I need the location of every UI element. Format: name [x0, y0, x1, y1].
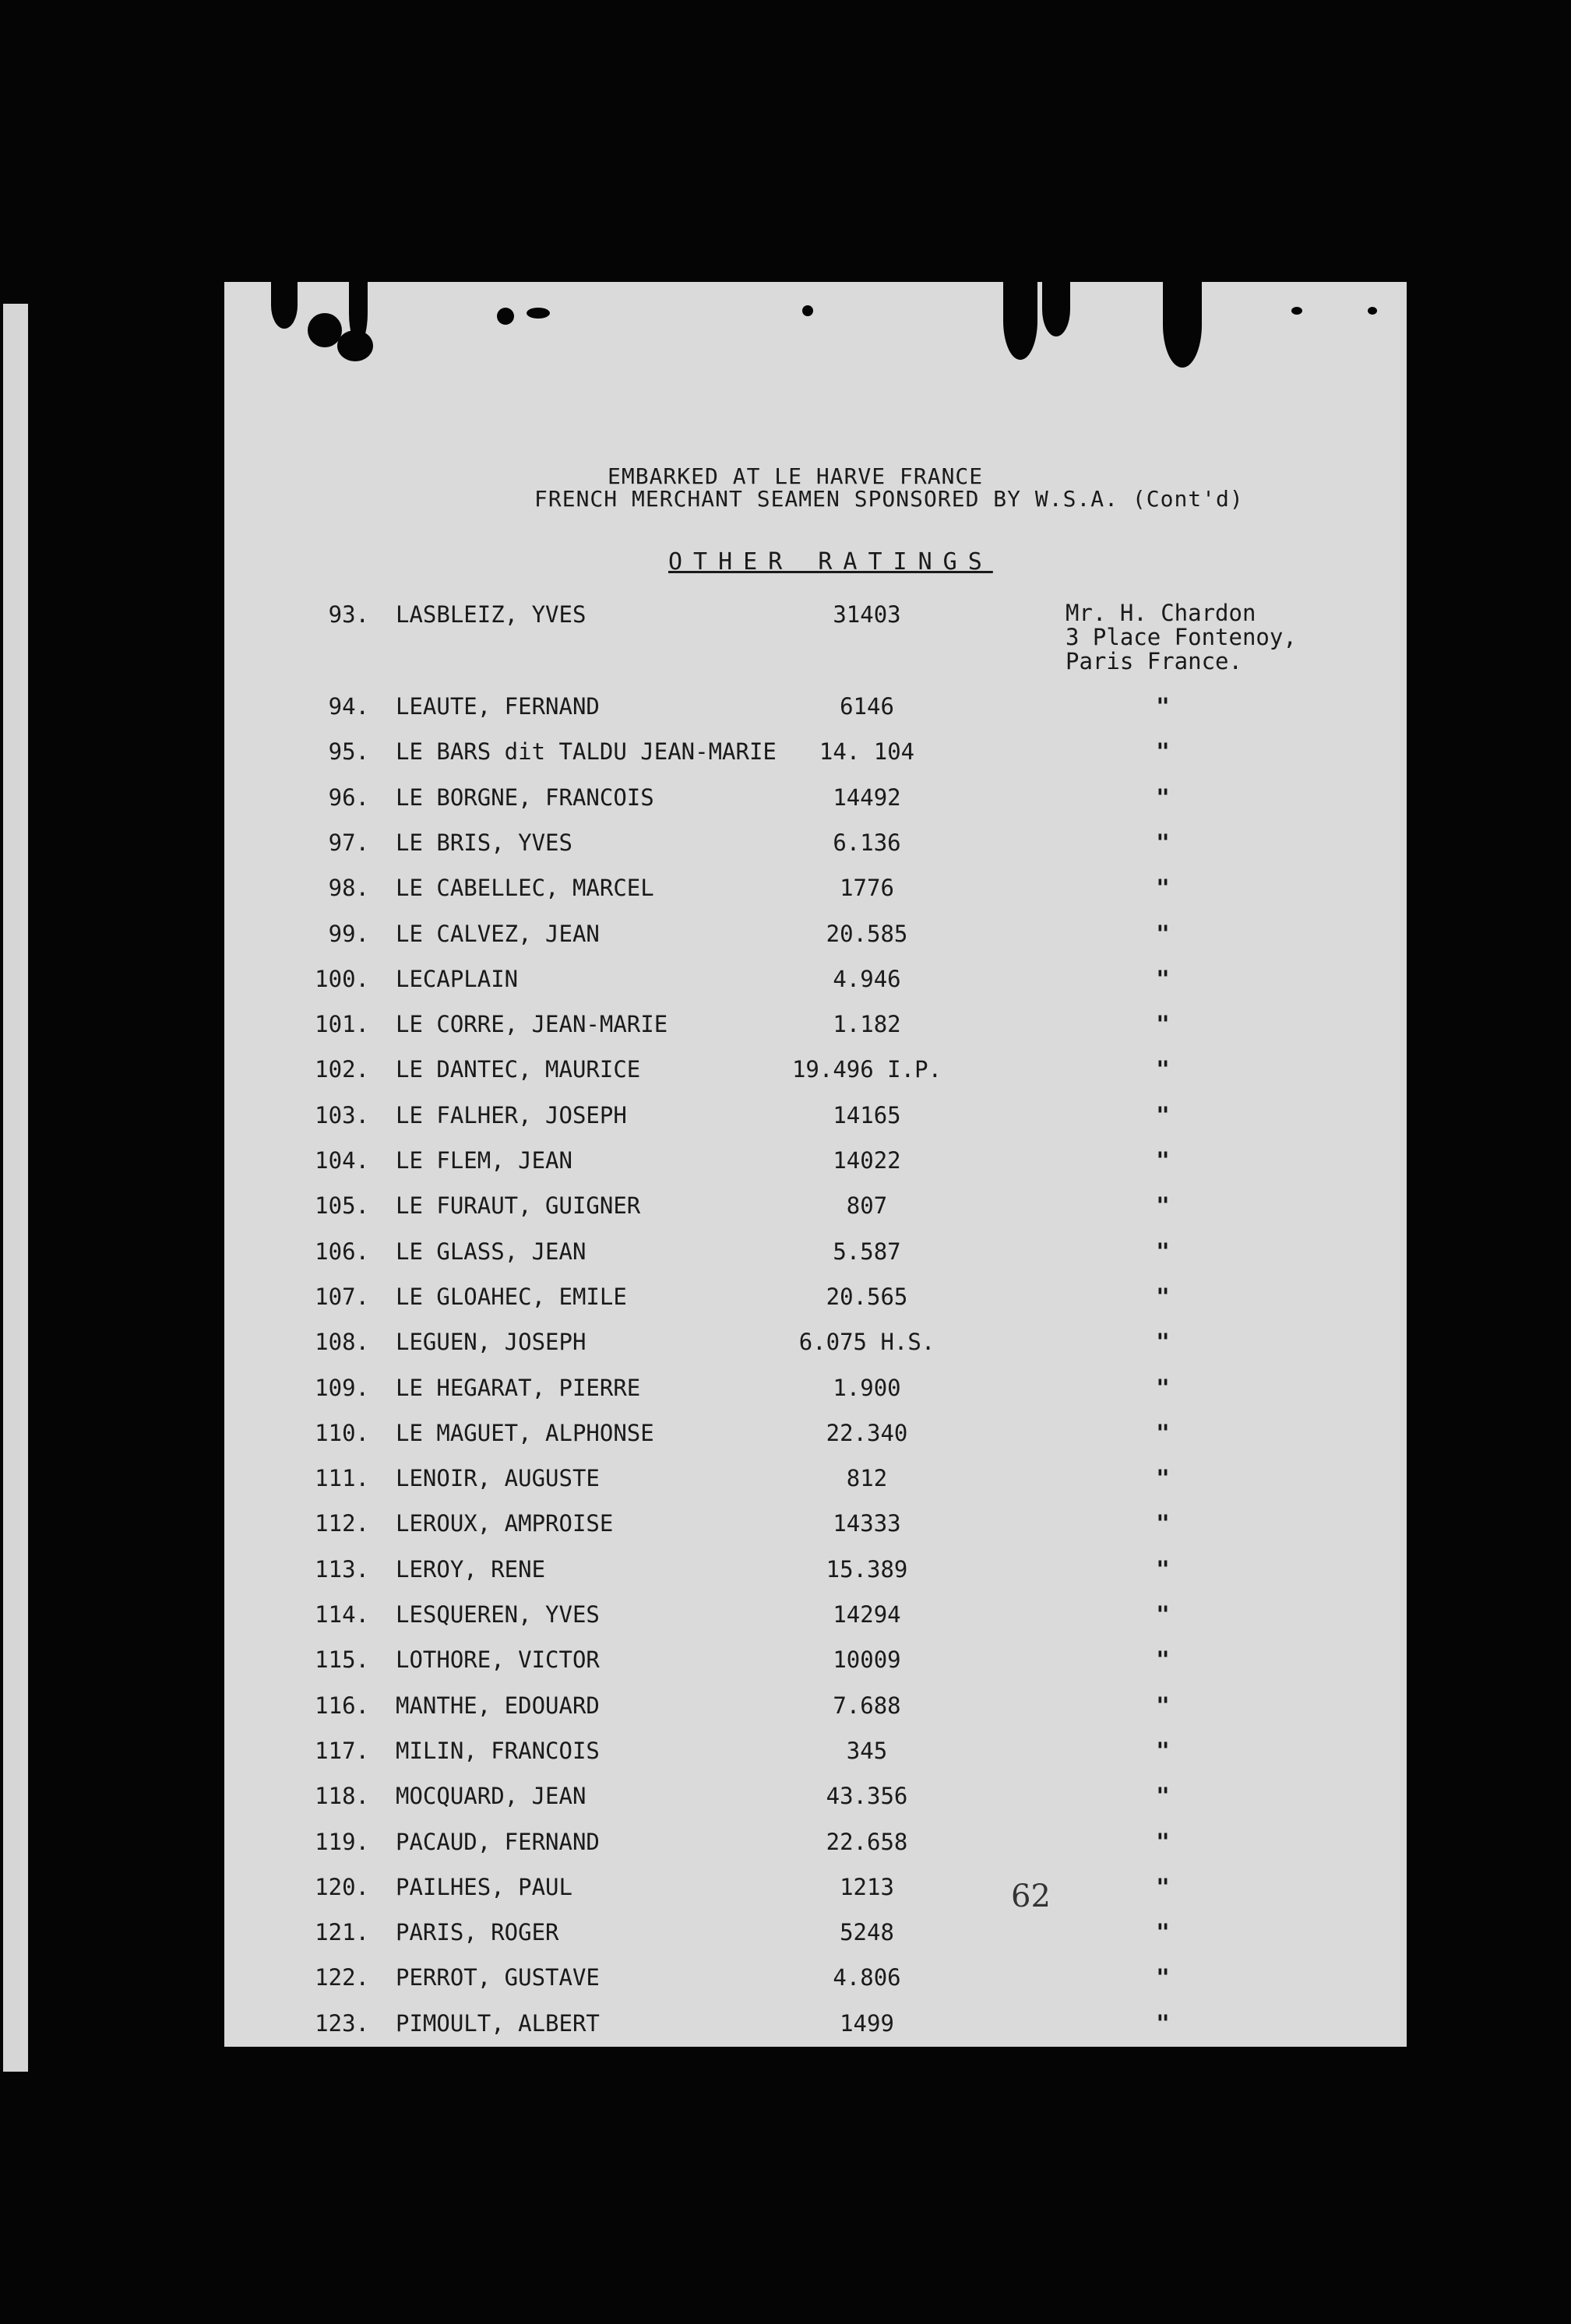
entry-number: 106. [315, 1238, 369, 1265]
entry-number: 115. [315, 1646, 369, 1673]
list-item [224, 1329, 1407, 1360]
registration-number: 14294 [833, 1601, 901, 1628]
list-item [224, 966, 1407, 997]
registration-number: 4.806 [833, 1964, 901, 1991]
list-item [224, 1964, 1407, 1995]
entry-number: 113. [315, 1556, 369, 1583]
entry-number: 93. [328, 601, 369, 628]
ditto-mark: " [1156, 1964, 1170, 1991]
registration-number: 14. 104 [819, 738, 915, 765]
ditto-mark: " [1156, 1102, 1170, 1129]
ditto-mark: " [1156, 738, 1170, 765]
list-item [224, 1829, 1407, 1860]
registration-number: 1213 [840, 1874, 894, 1900]
section-heading: OTHER RATINGS [668, 548, 993, 576]
entry-number: 96. [328, 784, 369, 811]
seaman-name: LE FLEM, JEAN [396, 1147, 572, 1174]
entry-number: 122. [315, 1964, 369, 1991]
punch-hole-7 [802, 305, 813, 316]
list-item [224, 1420, 1407, 1451]
document-page [224, 282, 1407, 2047]
seaman-name: LE MAGUET, ALPHONSE [396, 1420, 654, 1446]
list-item [224, 1283, 1407, 1315]
punch-hole-2 [527, 308, 550, 319]
seaman-name: LENOIR, AUGUSTE [396, 1465, 600, 1491]
ditto-mark: " [1156, 1011, 1170, 1037]
entry-number: 119. [315, 1829, 369, 1855]
entry-number: 110. [315, 1420, 369, 1446]
registration-number: 1499 [840, 2010, 894, 2037]
entry-number: 103. [315, 1102, 369, 1129]
entry-number: 116. [315, 1692, 369, 1719]
list-item [224, 784, 1407, 815]
entry-number: 97. [328, 829, 369, 856]
ditto-mark: " [1156, 1874, 1170, 1900]
list-item [224, 1783, 1407, 1814]
ditto-mark: " [1156, 1056, 1170, 1083]
list-item [224, 1011, 1407, 1042]
punch-hole-1 [497, 308, 514, 325]
list-item [224, 1556, 1407, 1587]
list-item [224, 1919, 1407, 1950]
registration-number: 807 [846, 1192, 888, 1219]
punch-hole-6 [337, 330, 373, 361]
ditto-mark: " [1156, 875, 1170, 901]
seaman-name: LE BARS dit TALDU JEAN-MARIE [396, 738, 777, 765]
list-item [224, 1192, 1407, 1224]
seaman-name: LASBLEIZ, YVES [396, 601, 586, 628]
entry-number: 98. [328, 875, 369, 901]
registration-number: 6.075 H.S. [798, 1329, 935, 1355]
list-item [224, 1646, 1407, 1678]
registration-number: 345 [846, 1738, 888, 1764]
address-line-3: Paris France. [1066, 648, 1242, 674]
ditto-mark: " [1156, 1692, 1170, 1719]
list-item [224, 1465, 1407, 1496]
address-line-2: 3 Place Fontenoy, [1066, 624, 1297, 650]
entry-number: 94. [328, 693, 369, 720]
seaman-name: LEGUEN, JOSEPH [396, 1329, 586, 1355]
entry-number: 108. [315, 1329, 369, 1355]
seaman-name: LESQUEREN, YVES [396, 1601, 600, 1628]
ditto-mark: " [1156, 1420, 1170, 1446]
list-item [224, 1102, 1407, 1133]
registration-number: 14022 [833, 1147, 901, 1174]
ditto-mark: " [1156, 1147, 1170, 1174]
seaman-name: LE GLOAHEC, EMILE [396, 1283, 627, 1310]
registration-number: 20.585 [826, 921, 908, 947]
ditto-mark: " [1156, 921, 1170, 947]
seaman-name: LE FALHER, JOSEPH [396, 1102, 627, 1129]
list-item [224, 1874, 1407, 1905]
seaman-name: PAILHES, PAUL [396, 1874, 572, 1900]
list-item [224, 1510, 1407, 1541]
list-item [224, 1738, 1407, 1769]
page-number: 62 [1011, 1879, 1051, 1914]
entry-number: 120. [315, 1874, 369, 1900]
entry-number: 104. [315, 1147, 369, 1174]
registration-number: 10009 [833, 1646, 901, 1673]
seaman-name: MILIN, FRANCOIS [396, 1738, 600, 1764]
film-edge-strip [3, 304, 28, 2072]
seaman-name: LEAUTE, FERNAND [396, 693, 600, 720]
seaman-name: LE CORRE, JEAN-MARIE [396, 1011, 668, 1037]
seaman-name: PARIS, ROGER [396, 1919, 559, 1945]
seaman-name: LE DANTEC, MAURICE [396, 1056, 641, 1083]
list-item [224, 2010, 1407, 2041]
registration-number: 20.565 [826, 1283, 908, 1310]
list-item [224, 1692, 1407, 1724]
punch-hole-9 [1042, 282, 1070, 336]
list-item [224, 1601, 1407, 1632]
list-item [224, 1375, 1407, 1406]
seaman-name: PIMOULT, ALBERT [396, 2010, 600, 2037]
ditto-mark: " [1156, 1646, 1170, 1673]
punch-hole-3 [271, 282, 298, 329]
list-item [224, 601, 1407, 632]
list-item [224, 738, 1407, 769]
ditto-mark: " [1156, 966, 1170, 992]
registration-number: 4.946 [833, 966, 901, 992]
registration-number: 1.182 [833, 1011, 901, 1037]
ditto-mark: " [1156, 1465, 1170, 1491]
registration-number: 19.496 I.P. [791, 1056, 942, 1083]
entry-number: 102. [315, 1056, 369, 1083]
punch-hole-12 [1368, 307, 1377, 315]
entry-number: 118. [315, 1783, 369, 1809]
ditto-mark: " [1156, 1329, 1170, 1355]
registration-number: 1.900 [833, 1375, 901, 1401]
seaman-name: PACAUD, FERNAND [396, 1829, 600, 1855]
entry-number: 99. [328, 921, 369, 947]
seaman-name: LE CALVEZ, JEAN [396, 921, 600, 947]
seaman-name: LE CABELLEC, MARCEL [396, 875, 654, 901]
entry-number: 109. [315, 1375, 369, 1401]
seaman-name: PERROT, GUSTAVE [396, 1964, 600, 1991]
seaman-name: LE BORGNE, FRANCOIS [396, 784, 654, 811]
list-item [224, 921, 1407, 952]
ditto-mark: " [1156, 1783, 1170, 1809]
ditto-mark: " [1156, 1238, 1170, 1265]
ditto-mark: " [1156, 1283, 1170, 1310]
seaman-name: LE GLASS, JEAN [396, 1238, 586, 1265]
entry-number: 107. [315, 1283, 369, 1310]
header-line-1: EMBARKED AT LE HARVE FRANCE [608, 463, 984, 489]
ditto-mark: " [1156, 693, 1170, 720]
punch-hole-10 [1163, 282, 1202, 368]
entry-number: 95. [328, 738, 369, 765]
ditto-mark: " [1156, 1601, 1170, 1628]
entry-number: 105. [315, 1192, 369, 1219]
seaman-name: MANTHE, EDOUARD [396, 1692, 600, 1719]
ditto-mark: " [1156, 1510, 1170, 1537]
registration-number: 812 [846, 1465, 888, 1491]
registration-number: 6.136 [833, 829, 901, 856]
entry-number: 100. [315, 966, 369, 992]
list-item [224, 1147, 1407, 1178]
registration-number: 14165 [833, 1102, 901, 1129]
seaman-name: LE FURAUT, GUIGNER [396, 1192, 641, 1219]
registration-number: 6146 [840, 693, 894, 720]
entry-number: 111. [315, 1465, 369, 1491]
ditto-mark: " [1156, 1192, 1170, 1219]
list-item [224, 1056, 1407, 1087]
ditto-mark: " [1156, 1738, 1170, 1764]
seaman-name: LEROY, RENE [396, 1556, 546, 1583]
registration-number: 15.389 [826, 1556, 908, 1583]
registration-number: 14492 [833, 784, 901, 811]
ditto-mark: " [1156, 1919, 1170, 1945]
seaman-name: LECAPLAIN [396, 966, 519, 992]
ditto-mark: " [1156, 1556, 1170, 1583]
registration-number: 22.340 [826, 1420, 908, 1446]
entry-number: 112. [315, 1510, 369, 1537]
list-item [224, 875, 1407, 906]
address-line-1: Mr. H. Chardon [1066, 600, 1256, 626]
ditto-mark: " [1156, 1829, 1170, 1855]
list-item [224, 693, 1407, 724]
entry-number: 101. [315, 1011, 369, 1037]
registration-number: 5248 [840, 1919, 894, 1945]
ditto-mark: " [1156, 2010, 1170, 2037]
registration-number: 43.356 [826, 1783, 908, 1809]
seaman-name: LEROUX, AMPROISE [396, 1510, 614, 1537]
ditto-mark: " [1156, 1375, 1170, 1401]
registration-number: 5.587 [833, 1238, 901, 1265]
ditto-mark: " [1156, 829, 1170, 856]
entry-number: 121. [315, 1919, 369, 1945]
ditto-mark: " [1156, 784, 1170, 811]
seaman-name: LOTHORE, VICTOR [396, 1646, 600, 1673]
entry-number: 123. [315, 2010, 369, 2037]
list-item [224, 829, 1407, 861]
header-line-2: FRENCH MERCHANT SEAMEN SPONSORED BY W.S.A. (Cont'd) [534, 486, 1244, 512]
entry-number: 117. [315, 1738, 369, 1764]
punch-hole-11 [1291, 307, 1302, 315]
seaman-name: MOCQUARD, JEAN [396, 1783, 586, 1809]
list-item [224, 1238, 1407, 1269]
entry-number: 114. [315, 1601, 369, 1628]
registration-number: 22.658 [826, 1829, 908, 1855]
registration-number: 1776 [840, 875, 894, 901]
seaman-name: LE HEGARAT, PIERRE [396, 1375, 641, 1401]
registration-number: 14333 [833, 1510, 901, 1537]
registration-number: 31403 [833, 601, 901, 628]
registration-number: 7.688 [833, 1692, 901, 1719]
punch-hole-8 [1003, 282, 1037, 360]
seaman-name: LE BRIS, YVES [396, 829, 572, 856]
